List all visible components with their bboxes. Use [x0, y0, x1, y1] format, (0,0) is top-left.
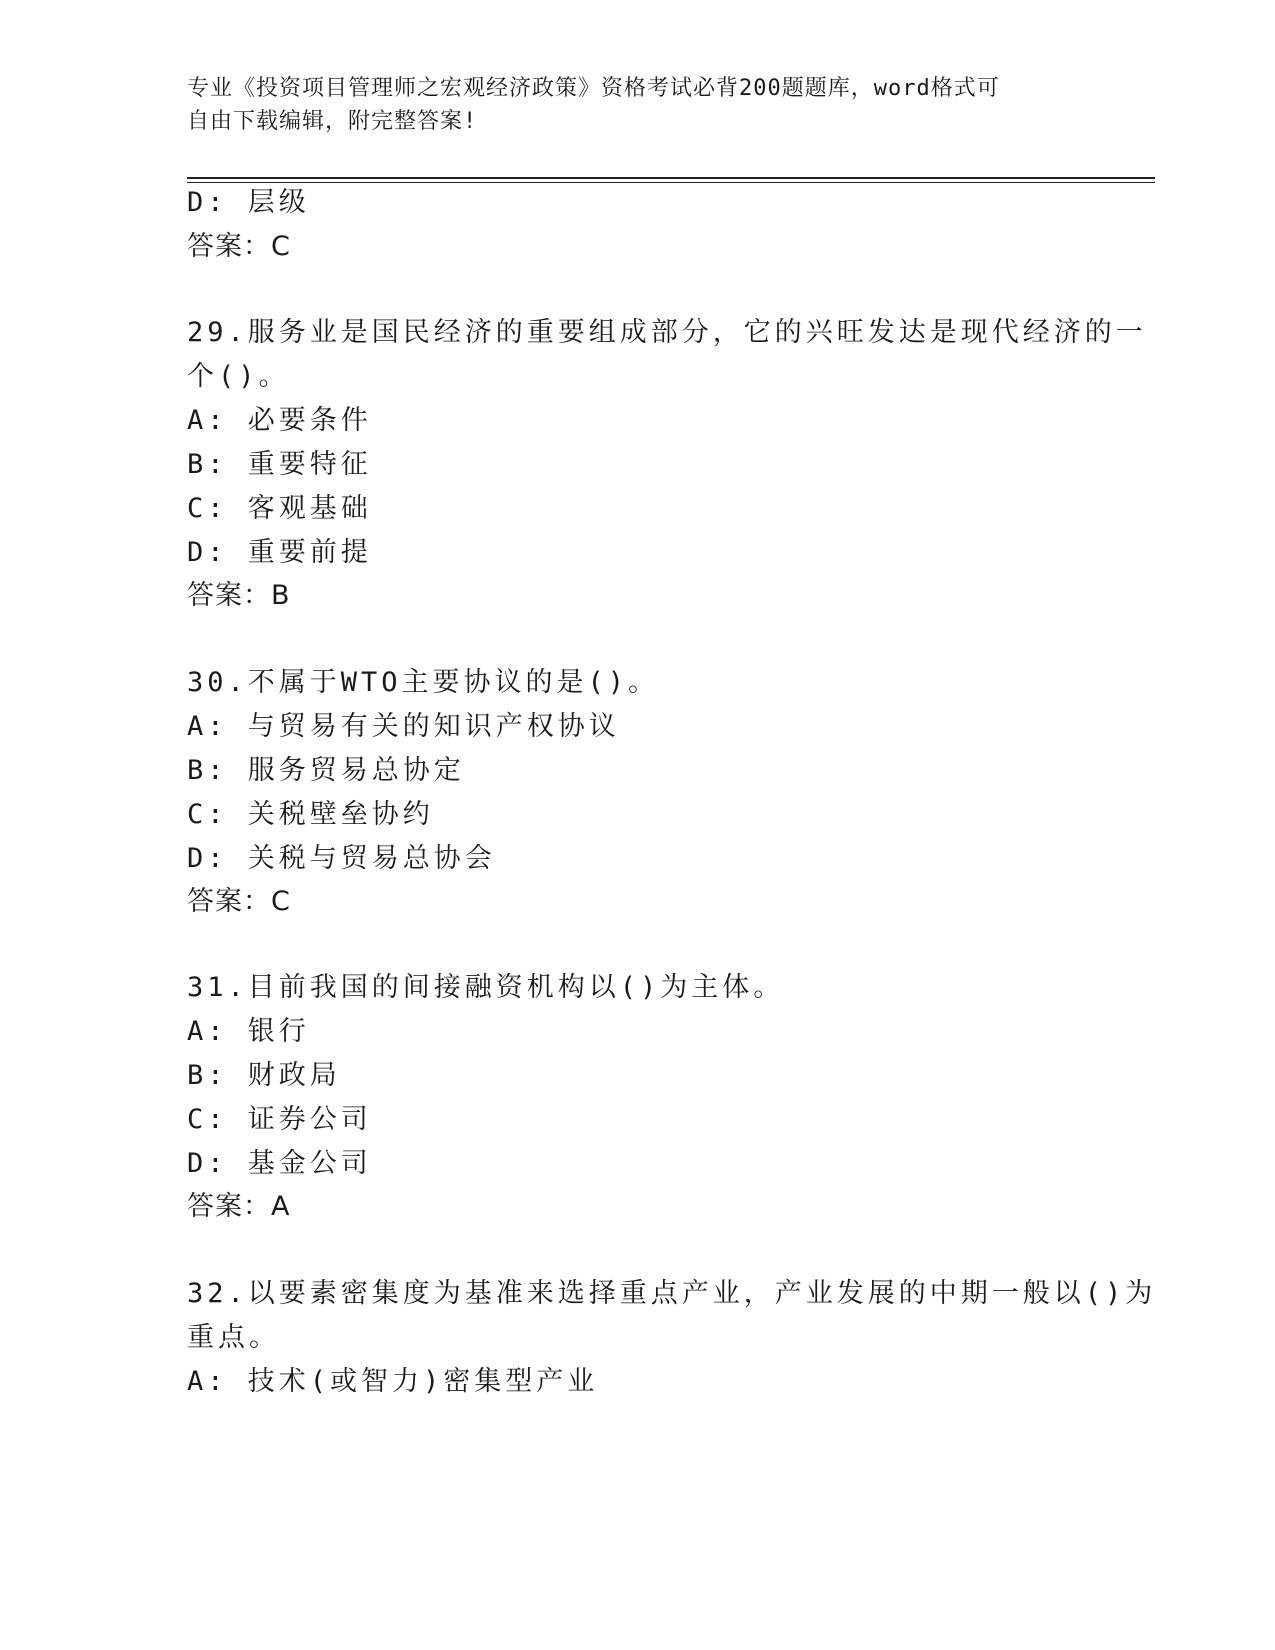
q31-option-d: D: 基金公司 [187, 1148, 372, 1179]
q30-option-a: A: 与贸易有关的知识产权协议 [187, 711, 620, 742]
prev-answer: 答案：C [187, 231, 291, 262]
q30-option-c: C: 关税壁垒协约 [187, 799, 434, 830]
header-line-1: 专业《投资项目管理师之宏观经济政策》资格考试必背200题题库，word格式可 [187, 76, 1000, 101]
header-line-2: 自由下载编辑，附完整答案! [187, 109, 478, 134]
q29-answer: 答案：B [187, 580, 291, 611]
q30-option-d: D: 关税与贸易总协会 [187, 843, 496, 874]
q30-answer: 答案：C [187, 886, 291, 917]
q29-text-line-2: 个()。 [187, 361, 290, 392]
prev-option-d: D: 层级 [187, 187, 310, 218]
q29-text-line-1: 29.服务业是国民经济的重要组成部分，它的兴旺发达是现代经济的一 [187, 317, 1147, 348]
q32-text-line-2: 重点。 [187, 1322, 280, 1353]
header-divider-thin [187, 182, 1155, 183]
q29-option-d: D: 重要前提 [187, 537, 372, 568]
q31-option-c: C: 证券公司 [187, 1104, 372, 1135]
q31-text-line-1: 31.目前我国的间接融资机构以()为主体。 [187, 972, 785, 1003]
document-header [187, 72, 1067, 138]
q29-option-b: B: 重要特征 [187, 449, 372, 480]
q31-option-a: A: 银行 [187, 1016, 310, 1047]
q31-option-b: B: 财政局 [187, 1060, 341, 1091]
q31-answer: 答案：A [187, 1191, 291, 1222]
q32-text-line-1: 32.以要素密集度为基准来选择重点产业，产业发展的中期一般以()为 [187, 1278, 1157, 1309]
q29-option-a: A: 必要条件 [187, 405, 372, 436]
q32-option-a: A: 技术(或智力)密集型产业 [187, 1366, 599, 1397]
q29-option-c: C: 客观基础 [187, 493, 372, 524]
header-divider [187, 177, 1155, 179]
q30-text-line-1: 30.不属于WTO主要协议的是()。 [187, 667, 660, 698]
q30-option-b: B: 服务贸易总协定 [187, 755, 465, 786]
